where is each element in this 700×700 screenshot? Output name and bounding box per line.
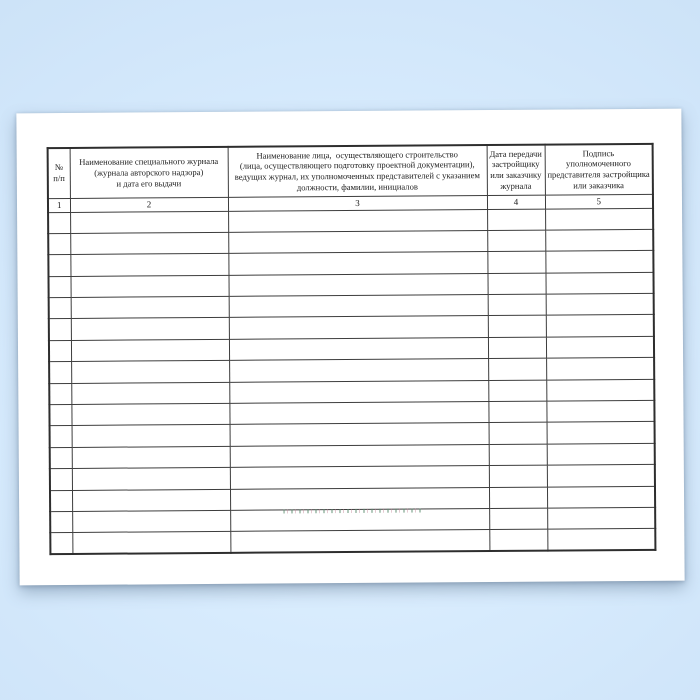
empty-cell [71,339,229,361]
empty-cell [547,443,655,465]
empty-cell [70,211,228,233]
empty-cell [70,232,228,254]
empty-cell [230,530,489,553]
table-body [48,208,655,554]
empty-cell [49,319,71,341]
empty-cell [72,425,230,447]
empty-cell [229,402,488,425]
empty-cell [70,254,228,276]
empty-cell [545,251,653,273]
empty-cell [50,533,72,555]
empty-cell [71,382,229,404]
empty-cell [488,316,546,338]
header-row [48,144,653,198]
empty-cell [228,273,487,296]
empty-cell [48,255,70,277]
empty-cell [228,209,487,232]
col-header-signature: Подпись уполномоченного представителя застройщика или заказчика [545,144,653,195]
column-number-5: 5 [545,194,653,209]
empty-cell [50,426,72,448]
empty-cell [72,510,230,532]
col-header-num: № п/п [48,148,70,198]
empty-cell [229,380,488,403]
document-page [16,109,684,586]
empty-cell [229,337,488,360]
empty-cell [488,401,546,423]
empty-cell [228,252,487,275]
empty-cell [547,529,655,551]
column-number-4: 4 [487,195,545,209]
empty-cell [488,380,546,402]
empty-cell [488,294,546,316]
empty-cell [546,336,654,358]
empty-cell [229,316,488,339]
empty-cell [228,230,487,253]
empty-cell [546,379,654,401]
empty-cell [71,296,229,318]
empty-cell [546,400,654,422]
empty-cell [50,511,72,533]
empty-cell [48,276,70,298]
empty-cell [50,469,72,491]
column-number-3: 3 [228,195,487,211]
empty-cell [545,229,653,251]
empty-cell [487,251,545,273]
empty-cell [487,273,545,295]
empty-cell [48,212,70,234]
empty-cell [489,508,547,530]
empty-cell [488,358,546,380]
empty-cell [230,444,489,467]
empty-cell [230,487,489,510]
empty-cell [489,487,547,509]
empty-cell [49,340,71,362]
empty-cell [547,507,655,529]
empty-cell [230,423,489,446]
empty-cell [71,403,229,425]
empty-cell [71,318,229,340]
empty-cell [229,359,488,382]
column-number-1: 1 [48,198,70,212]
empty-cell [49,298,71,320]
empty-cell [70,275,228,297]
empty-cell [547,422,655,444]
col-header-person-name: Наименование лица, осуществляющего строительство (лица, осуществляющего подготовку проектной документации), ведущих журнал, их уполномоченных представителей с указанием должности, фамилии, инициалов [228,145,487,197]
empty-cell [489,529,547,551]
journal-registry-table [47,143,657,555]
empty-cell [546,293,654,315]
empty-cell [230,466,489,489]
empty-cell [71,361,229,383]
empty-cell [72,532,230,554]
empty-cell [488,337,546,359]
empty-cell [48,233,70,255]
empty-cell [72,446,230,468]
empty-cell [547,486,655,508]
empty-cell [489,465,547,487]
empty-cell [487,230,545,252]
column-number-2: 2 [70,197,228,212]
empty-cell [489,423,547,445]
col-header-transfer-date: Дата передачи застройщику или заказчику журнала [487,145,545,195]
col-header-journal-name: Наименование специального журнала (журнала авторского надзора) и дата его выдачи [70,147,228,198]
empty-cell [545,272,653,294]
empty-cell [546,358,654,380]
empty-cell [489,444,547,466]
empty-table-row [50,529,655,555]
empty-cell [545,208,653,230]
empty-cell [49,362,71,384]
empty-cell [547,465,655,487]
empty-cell [49,383,71,405]
empty-cell [229,295,488,318]
empty-cell [50,490,72,512]
empty-cell [72,468,230,490]
empty-cell [72,489,230,511]
empty-cell [546,315,654,337]
empty-cell [487,209,545,231]
empty-cell [49,404,71,426]
empty-cell [50,447,72,469]
